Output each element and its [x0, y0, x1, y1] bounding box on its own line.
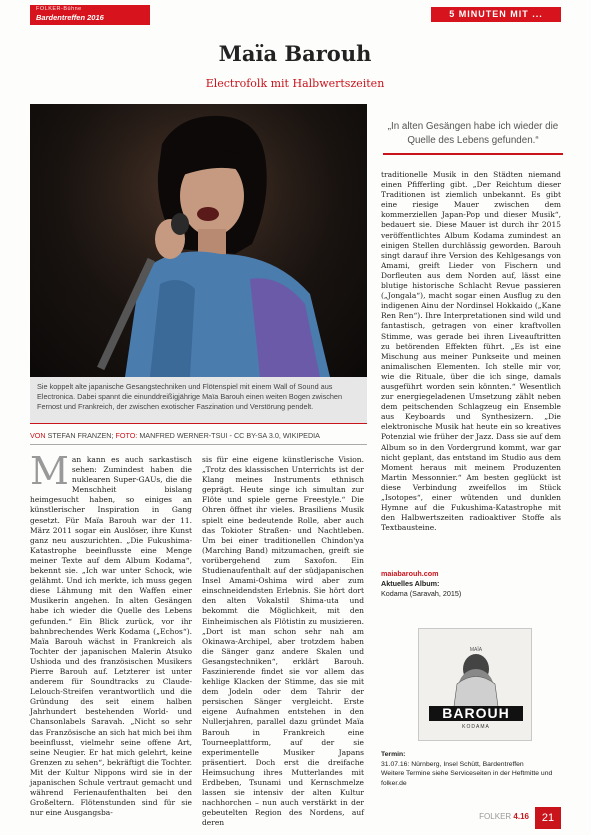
cover-top-text: MAÏA — [469, 647, 483, 653]
termin-line-2: Weitere Termine siehe Serviceseiten in der Heftmitte und folker.de — [381, 770, 553, 787]
credit-line — [30, 423, 367, 445]
singer-illustration — [30, 104, 367, 377]
credit-prefix: VON — [30, 431, 46, 440]
issue-number: 4.16 — [513, 812, 529, 821]
event-tag — [30, 5, 150, 25]
website-link[interactable]: maiabarouh.com — [381, 569, 439, 578]
article-title: Maïa Barouh — [218, 41, 372, 66]
body-column-1 — [30, 449, 192, 818]
artist-photo — [30, 104, 367, 377]
album-label: Aktuelles Album: — [381, 579, 440, 588]
drop-cap: M — [30, 449, 69, 493]
cover-album: KODAMA — [462, 724, 490, 730]
credit-photo-label: FOTO: — [115, 431, 138, 440]
credit-author: STEFAN FRANZEN; — [47, 431, 114, 440]
event-name: Bardentreffen 2016 — [36, 12, 104, 22]
body-text-1: an kann es auch sarkastisch sehen: Zumindest haben die nuklearen Super-GAUs, die die Menschheit bislang heimgesucht haben, so einiges an künstlerischer Inspiration in Gang gesetzt. Für Maïa Barouh war der 11. März 2011 sogar ein Auslöser, ihre Kunst ganz neu auszurichten. „Die Fukushima-Katastrophe beeinflusste eine Menge meiner Texte auf dem Album Kodama“, bekennt sie. „Ich war unter Schock, wie gelähmt. Und ich merkte, ich muss gegen diese Lähmung mit den Waffen einer Musikerin angehen. In alten Gesängen habe ich wieder die Quelle des Lebens gefunden.“ Ein Blick zurück, vor ihr bahnbrechendes Werk Kodama („Echos“). Maïa Barouh wächst in Frankreich als Tochter der japanischen Malerin Atsuko Ushioda und des französischen Musikers Pierre Barouh auf. Letzterer ist unter anderem für Soundtracks zu Claude-Lelouch-Streifen verantwortlich und die Gründung des seit einem halben Jahrhundert bestehenden World- und Chansonlabels Saravah. „Nicht so sehr das Französische an sich hat mich bei ihm beeinflusst, vielmehr seine offene Art, seine Neugier. Er hat mich gelehrt, keine Grenzen zu sehen“, bekräftigt die Tochter. Mit der Kultur Nippons wird sie in der japanischen Schule vertraut gemacht und während Ferienaufenthalten bei den Großeltern. Flötenstunden sind für sie nur eine Ausgangsba- — [30, 455, 192, 818]
magazine-issue — [479, 812, 529, 821]
page-footer — [0, 807, 591, 831]
tour-dates — [381, 750, 566, 788]
magazine-name: FOLKER — [479, 812, 512, 821]
section-tab: 5 MINUTEN MIT ... — [431, 7, 561, 22]
body-column-2: sis für eine eigene künstlerische Vision. „Trotz des klassischen Unterrichts ist der Klang meines Instruments ethnisch geprägt. Heute singe ich simultan zur Flöte und spiele gerne Freestyle.“ Die Ohren öffnet ihr vieles. Brasiliens Musik spielt eine bedeutende Rolle, aber auch das Tokioter Straßen- und Nachtleben. Um bei einer traditionellen Chindon'ya (Marching Band) mitzumachen, greift sie vorübergehend zum Saxofon. Ein Studienaufenthalt auf der südjapanischen Insel Amami-Oshima wird aber zum einschneidendsten Erlebnis. Sie hört dort den alten Vokalstil Shima-uta und bekommt die Möglichkeit, mit den Einheimischen als Flötistin zu musizieren. „Dort ist man schon sehr nah am Okinawa-Archipel, aber trotzdem haben die Sänger ganz andere Skalen und Gesangstechniken“, erklärt Barouh. Faszinierende findet sie vor allem das kehlige Klacken der Stimme, das sie mit dem Jodeln oder dem Tahrir der persischen Sänger vergleicht. Erste eigene Aufnahmen entstehen in den Nullerjahren, parallel dazu gründet Maïa Barouh in Frankreich eine Tourneeplattform, auf der sie experimentelle Musiker Japans präsentiert. Doch erst die dreifache Heimsuchung ihres Mutterlandes mit Erdbeben, Tsunami und Kernschmelze lassen sie intensiv der alten Kultur nachhorchen – nun auch verstärkt in der gebeutelten Region des Nordens, auf deren — [202, 455, 364, 828]
page-number: 21 — [535, 807, 561, 829]
album-cover — [418, 628, 532, 741]
photo-caption: Sie koppelt alte japanische Gesangstechniken und Flötenspiel mit einem Wall of Sound aus Electronica. Dabei spannt die einunddreißigjährige Maïa Barouh einen weiten Bogen zwischen Fernost und Frankreich, der zwischen exotischer Faszination und Verstörung pendelt. — [30, 377, 367, 423]
album-name: Kodama (Saravah, 2015) — [381, 589, 462, 598]
pull-quote: „In alten Gesängen habe ich wieder die Quelle des Lebens gefunden.“ — [383, 120, 563, 155]
body-column-3: traditionelle Musik in den Städten niemand einen Pfifferling gibt. „Der Reichtum dieser Traditionen ist ziemlich unbekannt. Es gibt eine riesige Mauer zwischen dem kommerziellen Japan-Pop und dieser Musik“, bedauert sie. Diese Mauer ist durch ihr 2015 veröffentlichtes Album Kodama zumindest an einigen Stellen durchlässig geworden. Barouh singt darauf ihre Version des Kehlgesangs von Amami, greift Lieder von Fischern und Dorfleuten aus dem Norden auf, lässt eine blutige historische Schlacht Revue passieren („Jongala“), macht sogar einen Ausflug zu den indigenen Ainu der Nordinsel Hokkaido („Kane Ren Ren“). Ihre Interpretationen sind wild und fantastisch, getragen von einer kraftvollen Stimme, was gerade bei ihren Liveauftritten zu betörenden Effekten führt. „Es ist eine Mischung aus meiner Punkseite und meinen animalischen Elementen. Ich stelle mir vor, wie die Rituale, über die ich singe, damals ausgeführt worden sein könnten.“ Wesentlich zur energiegeladenen Umsetzung zählt neben dem peitschenden Schlagzeug ein Ensemble aus Keyboards und Synthesizern. „Die elektronische Musik hat heute ein so kreatives Potenzial wie früher der Jazz. Dass sie auf dem Album so in den Vordergrund kommt, war gar nicht geplant, das entstand im Studio aus dem Moment heraus mit meinem Produzenten Martin Messonnier.“ Am besten geglückt ist diese Verbindung zweifellos im Stück „Isotopes“, einer wütenden und dunklen Hymne auf die Fukushima-Katastrophe mit den Halbwertszeiten radioaktiver Stoffe als Textbausteine. — [381, 170, 561, 533]
article-subtitle: Electrofolk mit Halbwertszeiten — [205, 77, 385, 90]
info-box — [381, 569, 561, 599]
termin-label: Termin: — [381, 751, 406, 758]
cover-artist: BAROUH — [442, 705, 510, 721]
termin-line-1: 31.07.16: Nürnberg, Insel Schütt, Bardentreffen — [381, 760, 524, 768]
credit-photo: MANFRED WERNER-TSUI - CC BY-SA 3.0, WIKIPEDIA — [139, 431, 320, 440]
event-kicker: FOLKER-Bühne — [36, 6, 82, 12]
album-cover-art — [419, 629, 532, 741]
